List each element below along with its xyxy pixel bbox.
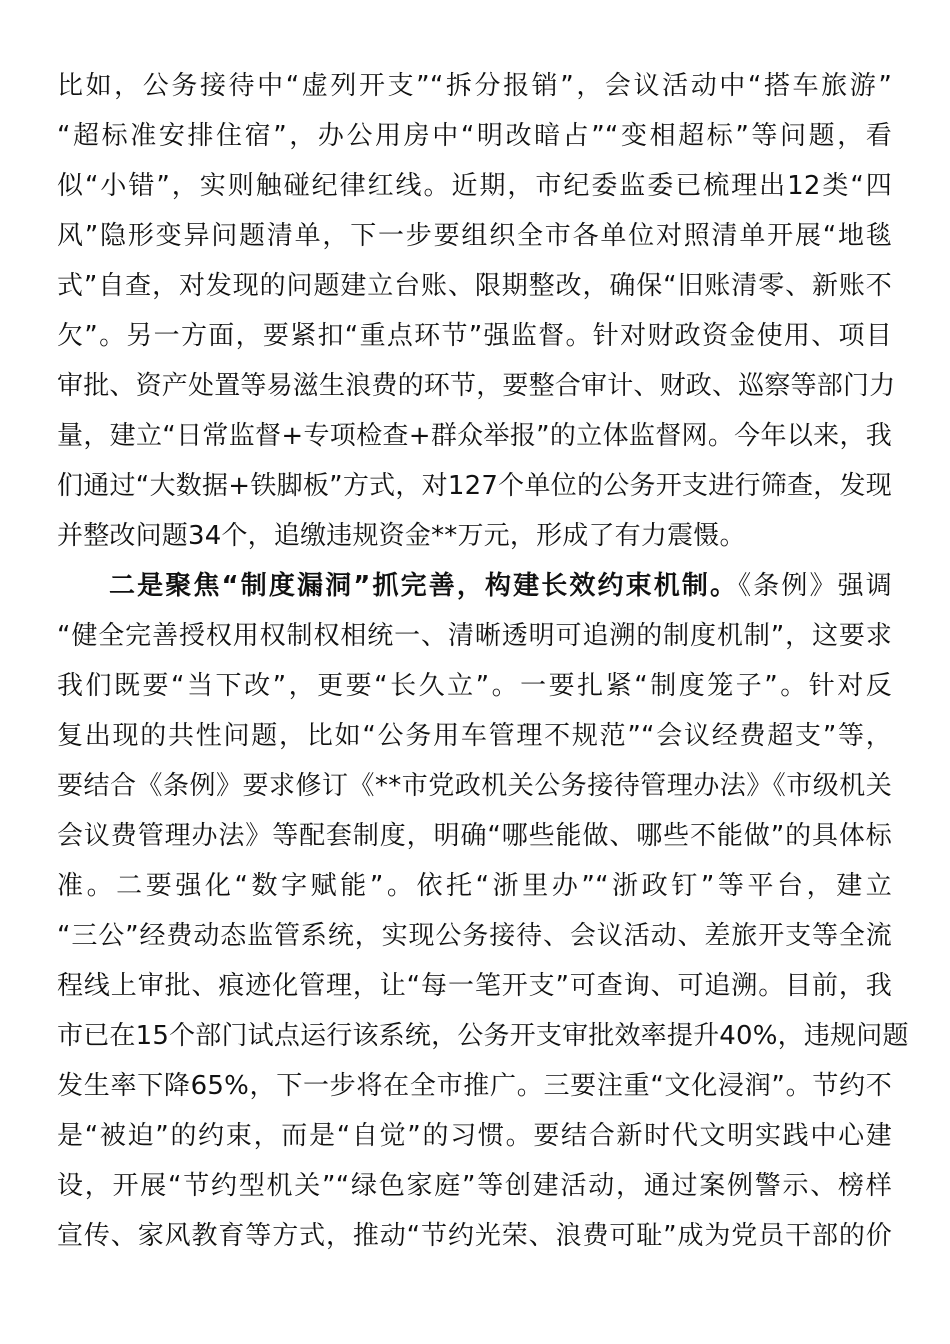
paragraph-2-first-line <box>57 561 892 611</box>
text-line: 复出现的共性问题，比如“公务用车管理不规范”“会议经费超支”等， <box>57 721 892 751</box>
paragraph-2-heading: 二是聚焦“制度漏洞”抓完善，构建长效约束机制。 <box>109 571 739 601</box>
text-line: 宣传、家风教育等方式，推动“节约光荣、浪费可耻”成为党员干部的价 <box>57 1221 892 1251</box>
text-line: 会议费管理办法》等配套制度，明确“哪些能做、哪些不能做”的具体标 <box>57 821 892 851</box>
text-line: 发生率下降65%，下一步将在全市推广。三要注重“文化浸润”。节约不 <box>57 1071 892 1101</box>
text-line: 风”隐形变异问题清单，下一步要组织全市各单位对照清单开展“地毯 <box>57 221 892 251</box>
text-line: 要结合《条例》要求修订《**市党政机关公务接待管理办法》《市级机关 <box>57 771 892 801</box>
text-line: 量，建立“日常监督+专项检查+群众举报”的立体监督网。今年以来，我 <box>57 421 892 451</box>
text-line: “三公”经费动态监管系统，实现公务接待、会议活动、差旅开支等全流 <box>57 921 892 951</box>
text-line: 并整改问题34个，追缴违规资金**万元，形成了有力震慑。 <box>57 521 746 551</box>
text-line: “超标准安排住宿”，办公用房中“明改暗占”“变相超标”等问题，看 <box>57 121 892 151</box>
text-line: 似“小错”，实则触碰纪律红线。近期，市纪委监委已梳理出12类“四 <box>57 171 892 201</box>
paragraph-2-first-line-rest: 《条例》强调 <box>738 571 893 601</box>
text-line: 审批、资产处置等易滋生浪费的环节，要整合审计、财政、巡察等部门力 <box>57 371 896 401</box>
text-line: 程线上审批、痕迹化管理，让“每一笔开支”可查询、可追溯。目前，我 <box>57 971 892 1001</box>
text-line: 式”自查，对发现的问题建立台账、限期整改，确保“旧账清零、新账不 <box>57 271 892 301</box>
text-line: 我们既要“当下改”，更要“长久立”。一要扎紧“制度笼子”。针对反 <box>57 671 892 701</box>
text-line: 是“被迫”的约束，而是“自觉”的习惯。要结合新时代文明实践中心建 <box>57 1121 892 1151</box>
text-line: “健全完善授权用权制权相统一、清晰透明可追溯的制度机制”，这要求 <box>57 621 892 651</box>
text-line: 欠”。另一方面，要紧扣“重点环节”强监督。针对财政资金使用、项目 <box>57 321 892 351</box>
text-line: 设，开展“节约型机关”“绿色家庭”等创建活动，通过案例警示、榜样 <box>57 1171 892 1201</box>
text-line: 们通过“大数据+铁脚板”方式，对127个单位的公务开支进行筛查，发现 <box>57 471 892 501</box>
text-line: 市已在15个部门试点运行该系统，公务开支审批效率提升40%，违规问题 <box>57 1021 909 1051</box>
text-line: 比如，公务接待中“虚列开支”“拆分报销”，会议活动中“搭车旅游” <box>57 71 892 101</box>
text-line: 准。二要强化“数字赋能”。依托“浙里办”“浙政钉”等平台，建立 <box>57 871 892 901</box>
document-body <box>57 61 909 1261</box>
